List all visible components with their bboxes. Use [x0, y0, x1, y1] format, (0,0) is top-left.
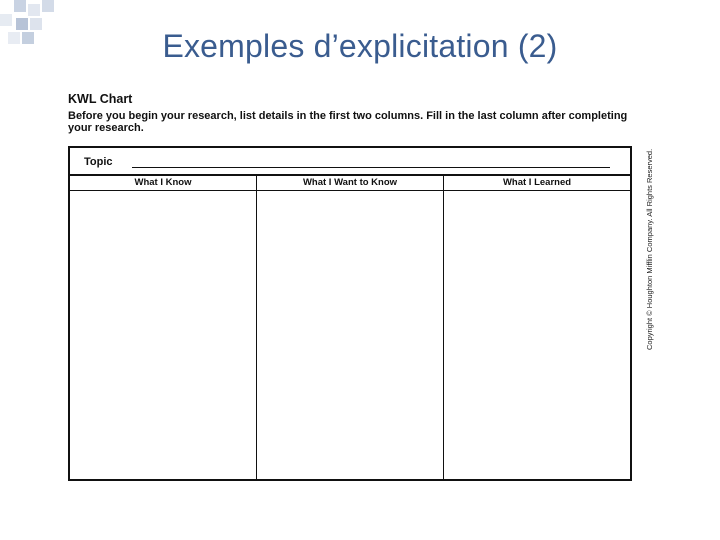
column-body-learned — [444, 190, 630, 479]
column-header-want-to-know: What I Want to Know — [257, 176, 444, 190]
worksheet-header — [68, 92, 638, 134]
deco-square — [28, 4, 40, 16]
deco-square — [0, 14, 12, 26]
worksheet-instructions: Before you begin your research, list details in the first two columns. Fill in the last column after completing your research. — [68, 110, 628, 134]
topic-label: Topic — [84, 156, 113, 168]
kwl-chart — [68, 146, 632, 481]
column-body-know — [70, 190, 257, 479]
column-header-row — [70, 174, 630, 191]
column-header-learned: What I Learned — [502, 177, 572, 188]
topic-row — [70, 148, 630, 174]
slide-title: Exemples d’explicitation (2) — [162, 28, 558, 64]
copyright-notice: Copyright © Houghton Mifflin Company. All Rights Reserved. — [645, 148, 654, 350]
column-body-want-to-know — [257, 190, 444, 479]
deco-square — [42, 0, 54, 12]
column-header-know: What I Know — [70, 176, 257, 190]
worksheet-heading: KWL Chart — [68, 92, 133, 106]
deco-square — [14, 0, 26, 12]
topic-line — [132, 167, 610, 168]
column-bodies — [70, 190, 630, 479]
